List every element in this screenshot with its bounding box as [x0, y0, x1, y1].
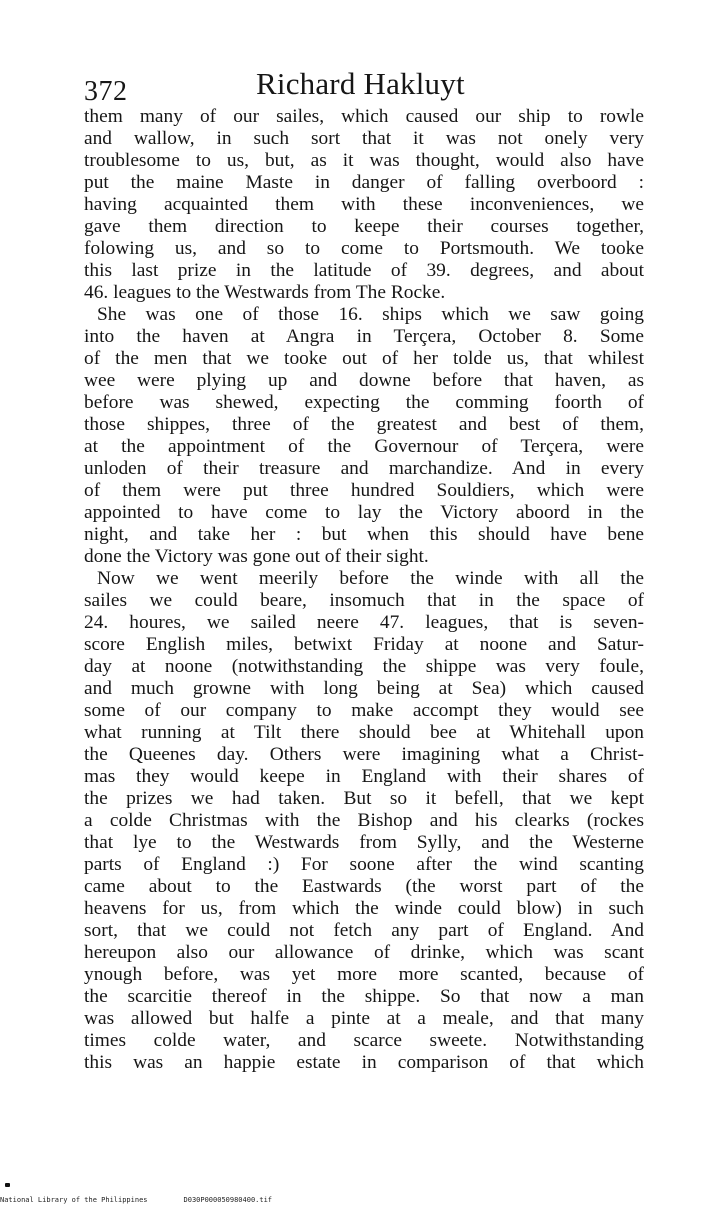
text-line: into the haven at Angra in Terçera, October 8. Some — [84, 326, 644, 347]
text-line: the prizes we had taken. But so it befell, that we kept — [84, 788, 644, 809]
text-line: unloden of their treasure and marchandize. And in every — [84, 458, 644, 479]
text-line: came about to the Eastwards (the worst part of the — [84, 876, 644, 897]
text-line: put the maine Maste in danger of falling overboord : — [84, 172, 644, 193]
footer-library: National Library of the Philippines — [0, 1196, 148, 1204]
scan-mark — [5, 1183, 10, 1187]
text-line: folowing us, and so to come to Portsmouth. We tooke — [84, 238, 644, 259]
body-text — [84, 106, 644, 1074]
text-line: what running at Tilt there should bee at Whitehall upon — [84, 722, 644, 743]
text-line: gave them direction to keepe their courses together, — [84, 216, 644, 237]
footer-filename: D030P000050980400.tif — [183, 1196, 273, 1204]
text-line: sailes we could beare, insomuch that in the space of — [84, 590, 644, 611]
text-line: was allowed but halfe a pinte at a meale, and that many — [84, 1008, 644, 1029]
text-line: some of our company to make accompt they would see — [84, 700, 644, 721]
text-line: troublesome to us, but, as it was thought, would also have — [84, 150, 644, 171]
text-line: having acquainted them with these inconveniences, we — [84, 194, 644, 215]
text-line: done the Victory was gone out of their sight. — [84, 546, 429, 567]
text-line: the Queenes day. Others were imagining what a Christ- — [84, 744, 644, 765]
text-line: of them were put three hundred Souldiers, which were — [84, 480, 644, 501]
text-line: Now we went meerily before the winde with all the — [97, 568, 644, 589]
text-line: parts of England :) For soone after the wind scanting — [84, 854, 644, 875]
text-line: that lye to the Westwards from Sylly, and the Westerne — [84, 832, 644, 853]
text-line: times colde water, and scarce sweete. Notwithstanding — [84, 1030, 644, 1051]
scan-footer — [0, 1196, 308, 1204]
text-line: those shippes, three of the greatest and best of them, — [84, 414, 644, 435]
text-line: heavens for us, from which the winde could blow) in such — [84, 898, 644, 919]
text-line: 24. houres, we sailed neere 47. leagues, that is seven- — [84, 612, 644, 633]
text-line: the scarcitie thereof in the shippe. So that now a man — [84, 986, 644, 1007]
text-line: appointed to have come to lay the Victory aboord in the — [84, 502, 644, 523]
text-line: 46. leagues to the Westwards from The Rocke. — [84, 282, 446, 303]
page-number: 372 — [84, 76, 128, 107]
text-line: this was an happie estate in comparison of that which — [84, 1052, 644, 1073]
running-title: Richard Hakluyt — [256, 66, 465, 101]
text-line: and wallow, in such sort that it was not onely very — [84, 128, 644, 149]
text-line: a colde Christmas with the Bishop and his clearks (rockes — [84, 810, 644, 831]
text-line: ynough before, was yet more more scanted, because of — [84, 964, 644, 985]
page-header — [84, 66, 644, 106]
text-line: night, and take her : but when this should have bene — [84, 524, 644, 545]
text-line: wee were plying up and downe before that haven, as — [84, 370, 644, 391]
text-line: this last prize in the latitude of 39. degrees, and about — [84, 260, 644, 281]
text-line: and much growne with long being at Sea) which caused — [84, 678, 644, 699]
text-line: hereupon also our allowance of drinke, which was scant — [84, 942, 644, 963]
text-line: score English miles, betwixt Friday at noone and Satur- — [84, 634, 644, 655]
text-line: day at noone (notwithstanding the shippe was very foule, — [84, 656, 644, 677]
text-line: of the men that we tooke out of her tolde us, that whilest — [84, 348, 644, 369]
text-line: mas they would keepe in England with their shares of — [84, 766, 644, 787]
text-line: them many of our sailes, which caused our ship to rowle — [84, 106, 644, 127]
text-line: sort, that we could not fetch any part of England. And — [84, 920, 644, 941]
text-line: at the appointment of the Governour of Terçera, were — [84, 436, 644, 457]
text-line: before was shewed, expecting the comming foorth of — [84, 392, 644, 413]
text-line: She was one of those 16. ships which we saw going — [97, 304, 644, 325]
